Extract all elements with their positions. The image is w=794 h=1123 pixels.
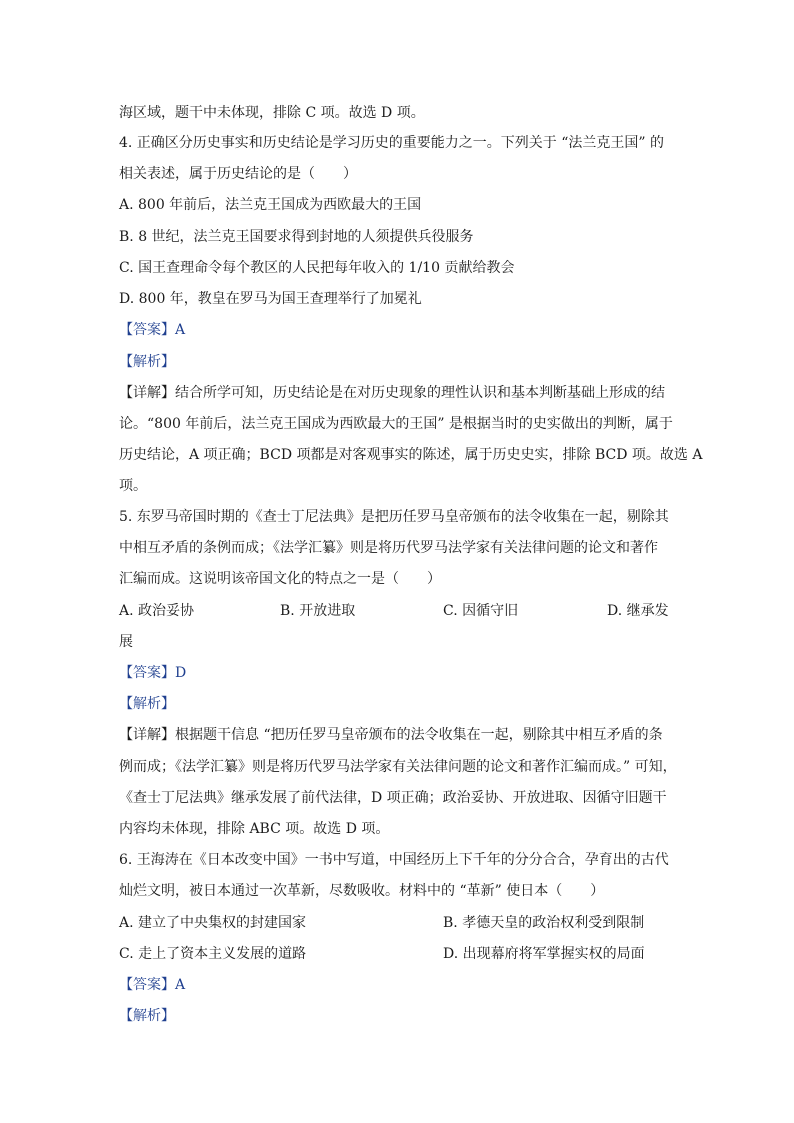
question-5-stem: 5. 东罗马帝国时期的《查士丁尼法典》是把历任罗马皇帝颁布的法令收集在一起，剔除其 bbox=[119, 509, 669, 525]
analysis-label: 【解析】 bbox=[119, 696, 175, 712]
option-c: C. 走上了资本主义发展的道路 bbox=[119, 946, 307, 962]
option-a: A. 政治妥协 bbox=[119, 603, 195, 619]
option-d: D. 出现幕府将军掌握实权的局面 bbox=[443, 946, 645, 962]
explanation-line: 【详解】结合所学可知，历史结论是在对历史现象的理性认识和基本判断基础上形成的结 bbox=[119, 385, 665, 401]
option-a: A. 800 年前后，法兰克王国成为西欧最大的王国 bbox=[119, 197, 422, 213]
answer-label: 【答案】D bbox=[119, 665, 187, 681]
explanation-line: 内容均未体现，排除 ABC 项。故选 D 项。 bbox=[119, 821, 390, 837]
option-d: D. 800 年，教皇在罗马为国王查理举行了加冕礼 bbox=[119, 291, 422, 307]
explanation-line: 例而成；《法学汇纂》则是将历代罗马法学家有关法律问题的论文和著作汇编而成。” 可知， bbox=[119, 759, 677, 775]
question-5-stem: 汇编而成。这说明该帝国文化的特点之一是（ ） bbox=[119, 571, 441, 587]
analysis-label: 【解析】 bbox=[119, 354, 175, 370]
option-b: B. 孝德天皇的政治权利受到限制 bbox=[443, 915, 645, 931]
question-4-stem: 4. 正确区分历史事实和历史结论是学习历史的重要能力之一。下列关于 “法兰克王国” 的 bbox=[119, 135, 665, 151]
explanation-line: 论。“800 年前后，法兰克王国成为西欧最大的王国” 是根据当时的史实做出的判断，属于 bbox=[119, 416, 673, 432]
question-4-stem: 相关表述，属于历史结论的是（ ） bbox=[119, 166, 357, 182]
option-d-continued: 展 bbox=[119, 634, 133, 650]
option-d: D. 继承发 bbox=[607, 603, 669, 619]
text-line: 海区域，题干中未体现，排除 C 项。故选 D 项。 bbox=[119, 105, 425, 121]
answer-label: 【答案】A bbox=[119, 977, 186, 993]
answer-label: 【答案】A bbox=[119, 322, 186, 338]
option-b: B. 开放进取 bbox=[280, 603, 356, 619]
question-5-stem: 中相互矛盾的条例而成；《法学汇纂》则是将历代罗马法学家有关法律问题的论文和著作 bbox=[119, 540, 658, 556]
explanation-line: 项。 bbox=[119, 478, 147, 494]
question-6-stem: 6. 王海涛在《日本改变中国》一书中写道，中国经历上下千年的分分合合，孕育出的古代 bbox=[119, 852, 669, 868]
explanation-line: 【详解】根据题干信息 “把历任罗马皇帝颁布的法令收集在一起，剔除其中相互矛盾的条 bbox=[119, 727, 663, 743]
explanation-line: 《查士丁尼法典》继承发展了前代法律，D 项正确；政治妥协、开放进取、因循守旧题干 bbox=[119, 790, 667, 806]
option-a: A. 建立了中央集权的封建国家 bbox=[119, 915, 307, 931]
option-c: C. 因循守旧 bbox=[443, 603, 519, 619]
question-6-stem: 灿烂文明，被日本通过一次革新，尽数吸收。材料中的 “革新” 使日本（ ） bbox=[119, 883, 605, 899]
option-b: B. 8 世纪，法兰克王国要求得到封地的人须提供兵役服务 bbox=[119, 229, 474, 245]
option-c: C. 国王查理命令每个教区的人民把每年收入的 1/10 贡献给教会 bbox=[119, 260, 515, 276]
analysis-label: 【解析】 bbox=[119, 1008, 175, 1024]
explanation-line: 历史结论，A 项正确；BCD 项都是对客观事实的陈述，属于历史史实，排除 BCD 项。故选 A bbox=[119, 447, 703, 463]
